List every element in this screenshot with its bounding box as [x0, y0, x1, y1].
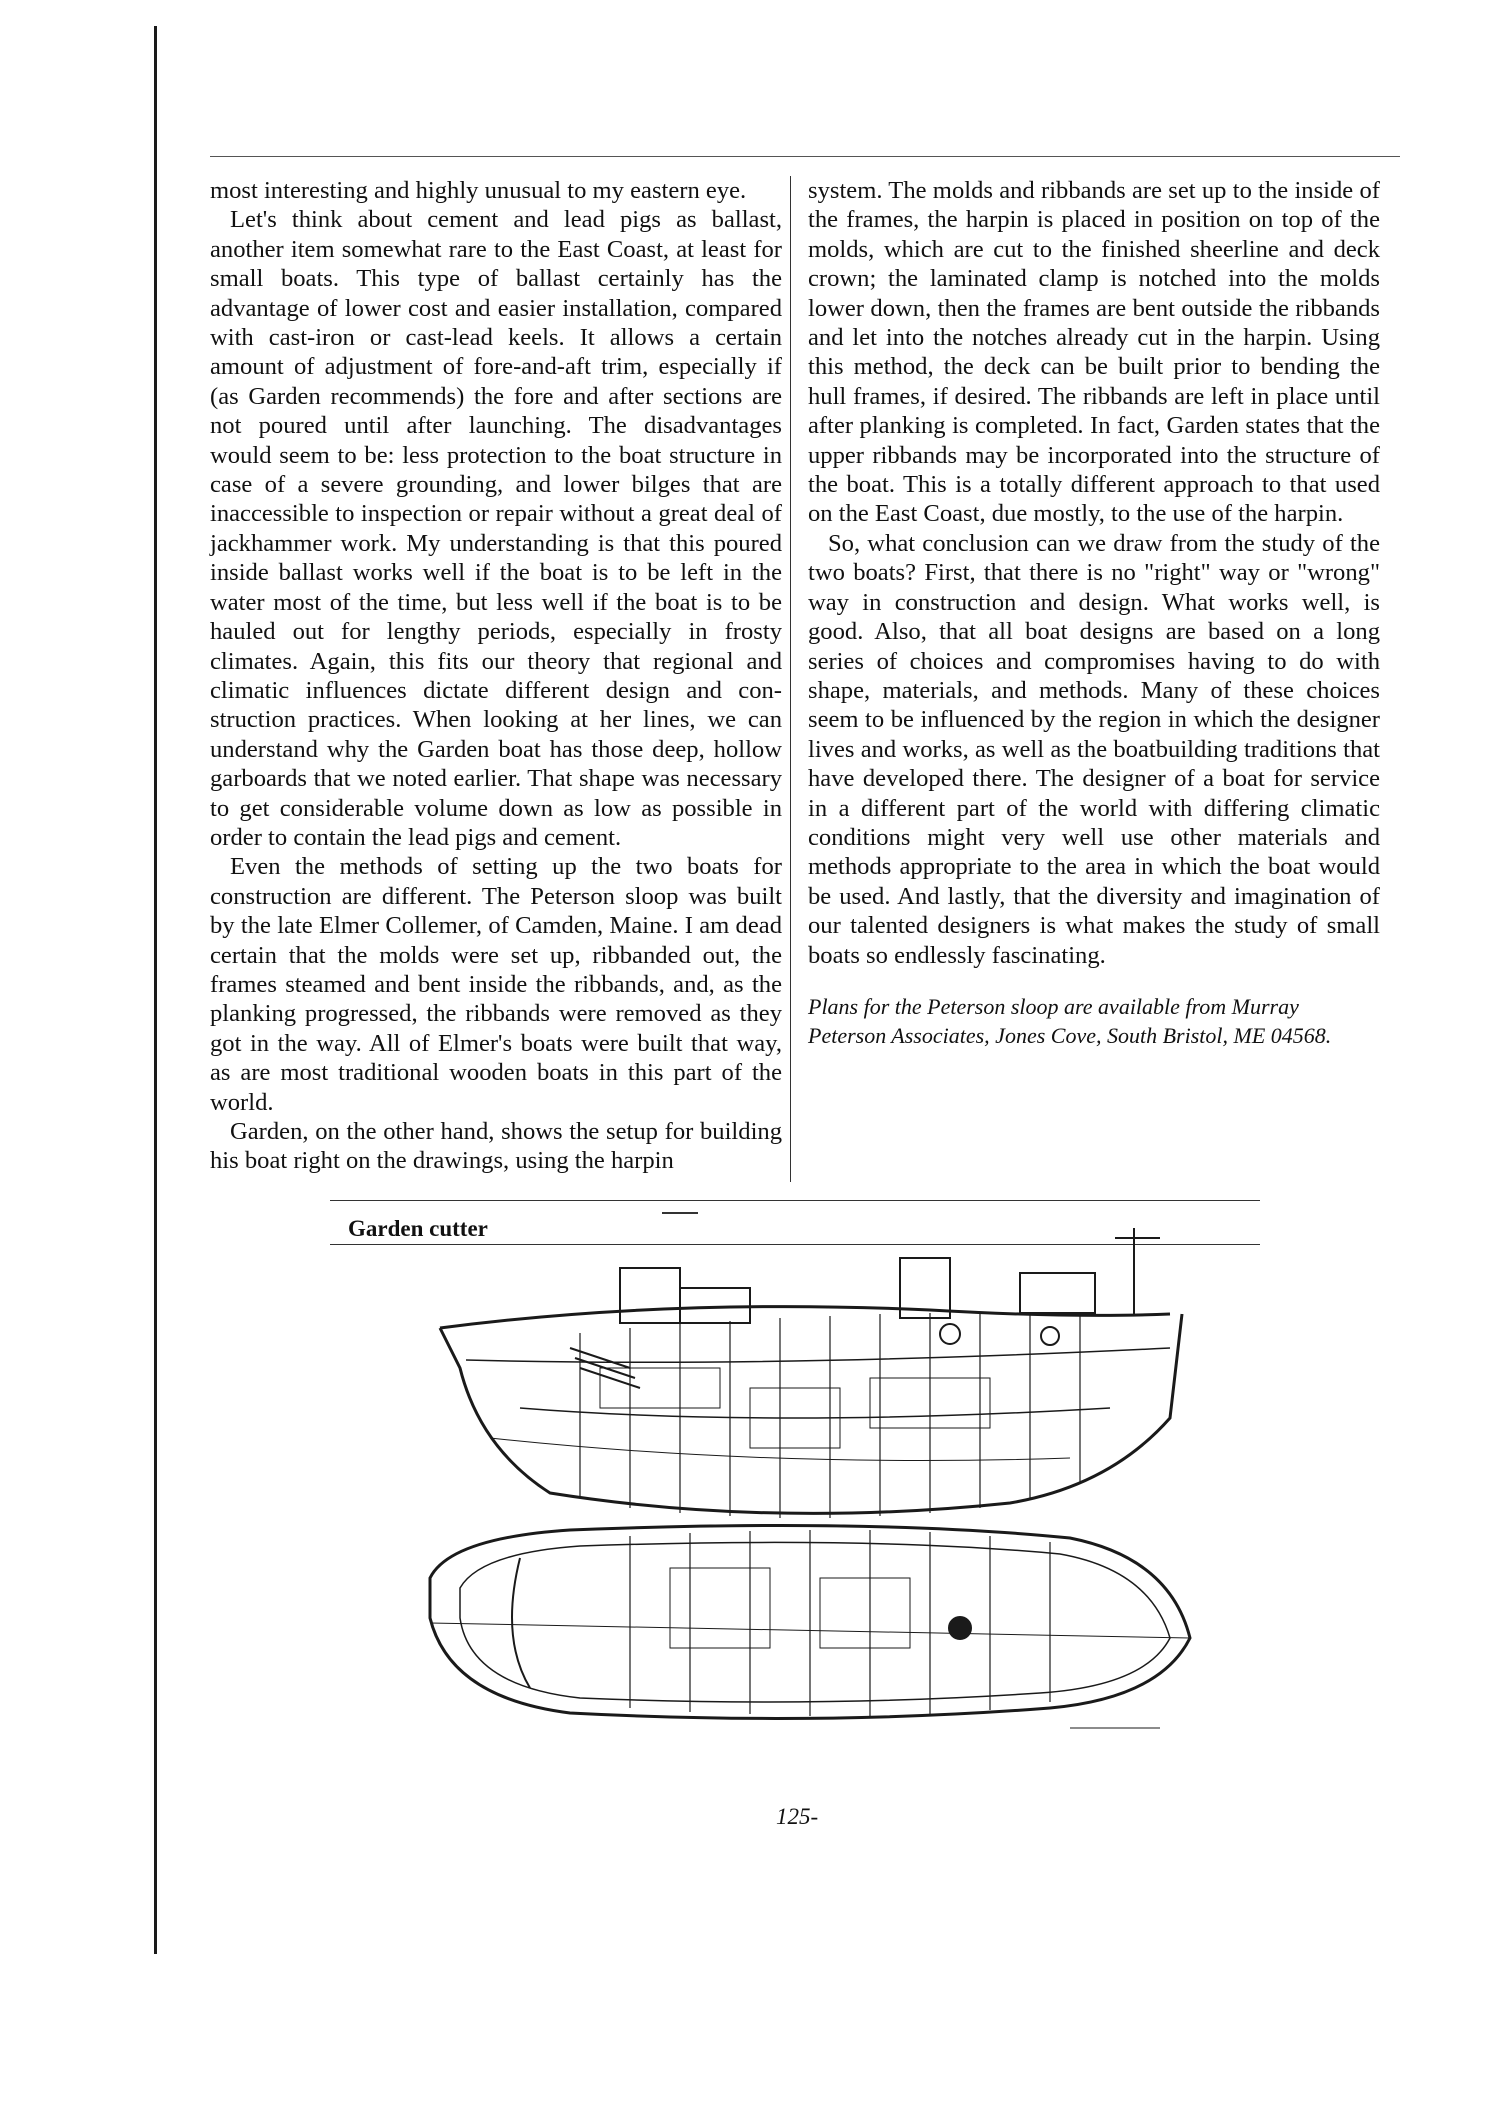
figure-caption: Garden cutter — [348, 1216, 488, 1241]
page-binding-line — [154, 26, 157, 1954]
plans-credit: Plans for the Peterson sloop are available from Murray Peterson Associates, Jones Cove, South Bristol, ME 04568. — [808, 993, 1332, 1048]
paragraph: system. The molds and ribbands are set up to the inside of the frames, the harpin is placed in position on top of the molds, which are cut to the finished sheerline and deck crown; the laminated clamp is notched into the molds lower down, then the frames are bent outside the ribbands and let into the notches already cut in the harpin. Using this method, the deck can be built prior to bending the hull frames, if desired. The ribbands are left in place until after planking is completed. In fact, Garden states that the upper ribbands may be incorporated into the structure of the boat. This is a totally different approach to that used on the East Coast, due mostly, to the use of the harpin. — [808, 177, 1380, 528]
paragraph: So, what conclusion can we draw from the study of the two boats? First, that there is no "right" way or "wrong" way in construction and design. What works well, is good. Also, that all boat designs are based on a long series of choices and compromises having to do with shape, materials, and methods. Many of these choices seem to be influenced by the region in which the designer lives and works, as well as the boatbuilding traditions that have developed there. The designer of a boat for service in a different part of the world with differing climatic conditions might very well use other materials and methods appropriate to the area in which the boat would be used. And lastly, that the diversity and imagination of our talented designers is what makes the study of small boats so endlessly fascinating. — [808, 529, 1380, 969]
boat-construction-drawing — [370, 1218, 1220, 1766]
left-column — [210, 176, 782, 1176]
plan-view — [430, 1526, 1190, 1729]
figure-small-rule — [662, 1212, 698, 1214]
paragraph: Even the methods of setting up the two boats for construction are different. The Peterson sloop was built by the late Elmer Collemer, of Camden, Maine. I am dead certain that the molds were set up, ribbanded out, the frames steamed and bent inside the ribbands, and, as the planking progressed, the ribbands were removed as they got in the way. All of Elmer's boats were built that way, as are most traditional wooden boats in this part of the world. — [210, 853, 782, 1116]
header-rule — [210, 156, 1400, 157]
paragraph: Garden, on the other hand, shows the setup for building his boat right on the drawings, using the harpin — [210, 1118, 782, 1175]
profile-view — [440, 1228, 1182, 1518]
column-divider — [790, 176, 791, 1182]
figure-rule-top — [330, 1200, 1260, 1201]
paragraph: Let's think about cement and lead pigs as ballast, another item somewhat rare to the East Coast, at least for small boats. This type of ballast certainly has the advantage of lower cost and easier installation, compared with cast-iron or cast-lead keels. It allows a certain amount of adjustment of fore-and-aft trim, especially if (as Garden recommends) the fore and after sections are not poured until after launching. The disadvantages would seem to be: less protection to the boat structure in case of a severe grounding, and lower bilges that are inaccessible to inspection or repair without a great deal of jackhammer work. My understanding is that this poured inside ballast works well if the boat is to be left in the water most of the time, but less well if the boat is to be hauled out for lengthy periods, especially in frosty climates. Again, this fits our theory that regional and climatic influences dictate different design and construction practices. When looking at her lines, we can understand why the Garden boat has those deep, hollow garboards that we noted earlier. That shape was necessary to get considerable volume down as low as possible in order to contain the lead pigs and cement. — [210, 206, 782, 851]
paragraph: most interesting and highly unusual to my eastern eye. — [210, 177, 747, 204]
right-column — [808, 176, 1380, 1050]
page-number: 125- — [776, 1804, 819, 1829]
